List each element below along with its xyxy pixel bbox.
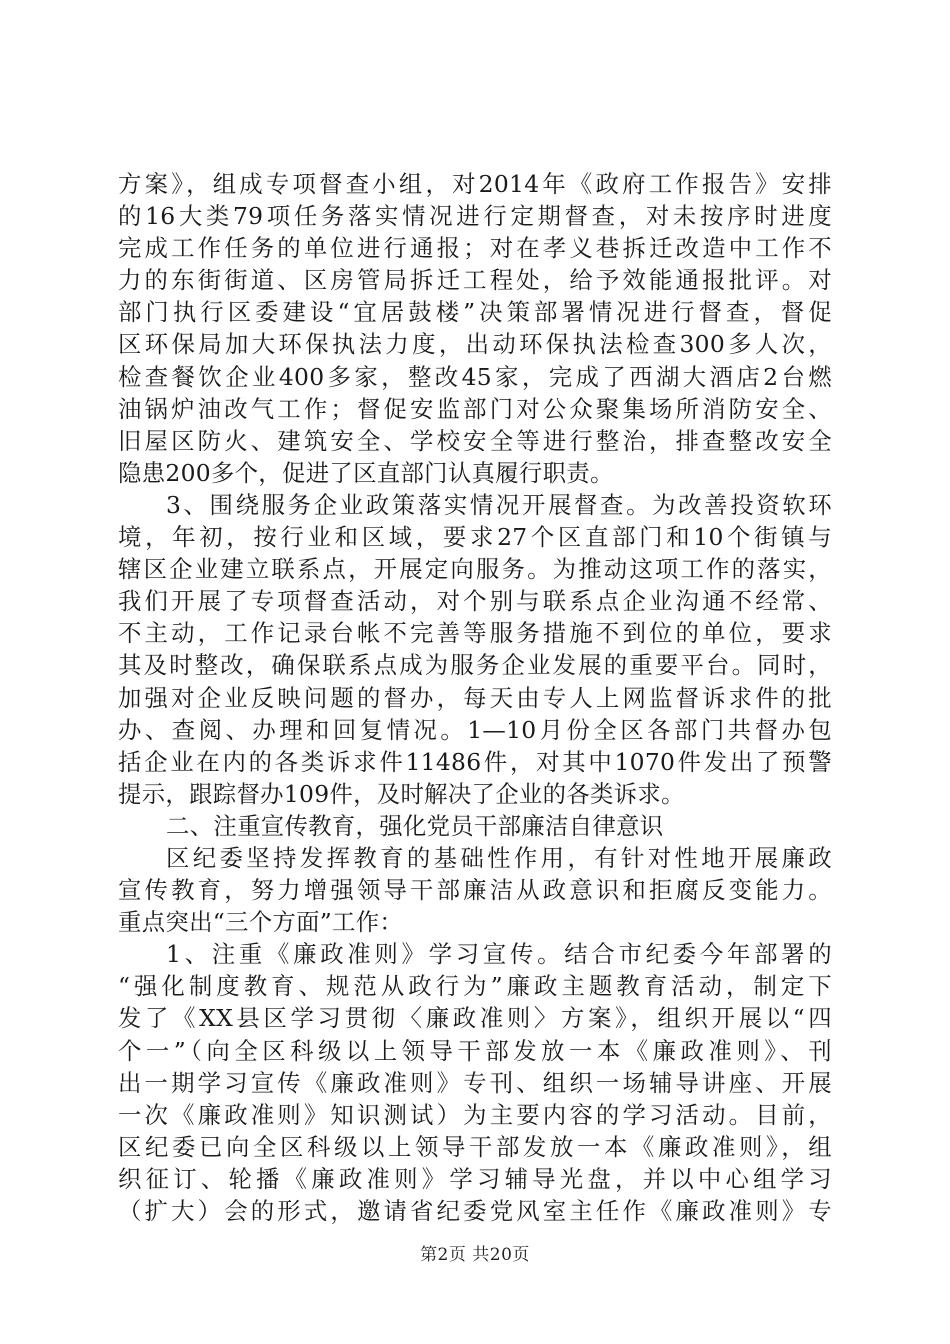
text-line: 一次《廉政准则》知识测试）为主要内容的学习活动。目前， — [118, 1100, 832, 1129]
text-line: 部门执行区委建设“宜居鼓楼”决策部署情况进行督查，督促 — [118, 298, 832, 327]
text-line: 区纪委已向全区科级以上领导干部发放一本《廉政准则》，组 — [118, 1132, 832, 1161]
text-line: 完成工作任务的单位进行通报；对在孝义巷拆迁改造中工作不 — [118, 234, 832, 263]
text-line: 宣传教育，努力增强领导干部廉洁从政意识和拒腐反变能力。 — [118, 876, 832, 905]
text-line: 检查餐饮企业400多家，整改45家，完成了西湖大酒店2台燃 — [118, 362, 832, 391]
page-number-footer: 第2页 共20页 — [420, 1245, 530, 1265]
text-line: 发了《XX县区学习贯彻〈廉政准则〉方案》，组织开展以“四 — [118, 1004, 832, 1033]
paragraph-start-line: 3、围绕服务企业政策落实情况开展督查。为改善投资软环 — [166, 490, 832, 519]
text-line: 隐患200多个，促进了区直部门认真履行职责。 — [118, 458, 614, 487]
text-line: 重点突出“三个方面”工作： — [118, 908, 404, 937]
text-line: 其及时整改，确保联系点成为服务企业发展的重要平台。同时， — [118, 651, 832, 680]
text-line: 区环保局加大环保执法力度，出动环保执法检查300多人次， — [118, 330, 832, 359]
text-line: 境，年初，按行业和区域，要求27个区直部门和10个街镇与 — [118, 523, 832, 552]
text-line: 的16大类79项任务落实情况进行定期督查，对未按序时进度 — [118, 202, 832, 231]
paragraph-start-line: 1、注重《廉政准则》学习宣传。结合市纪委今年部署的 — [166, 940, 832, 969]
text-line: “强化制度教育、规范从政行为”廉政主题教育活动，制定下 — [118, 972, 832, 1001]
text-line: 出一期学习宣传《廉政准则》专刊、组织一场辅导讲座、开展 — [118, 1068, 832, 1097]
paragraph-start-line: 区纪委坚持发挥教育的基础性作用，有针对性地开展廉政 — [166, 843, 832, 872]
text-line: 旧屋区防火、建筑安全、学校安全等进行整治，排查整改安全 — [118, 426, 832, 455]
text-line: （扩大）会的形式，邀请省纪委党风室主任作《廉政准则》专 — [118, 1197, 832, 1225]
text-line: 辖区企业建立联系点，开展定向服务。为推动这项工作的落实， — [118, 555, 832, 584]
text-line: 织征订、轮播《廉政准则》学习辅导光盘，并以中心组学习 — [118, 1164, 832, 1193]
document-body — [118, 168, 832, 1227]
section-heading: 二、注重宣传教育，强化党员干部廉洁自律意识 — [166, 811, 664, 840]
text-line: 提示，跟踪督办109件，及时解决了企业的各类诉求。 — [118, 779, 685, 808]
text-line: 办、查阅、办理和回复情况。1—10月份全区各部门共督办包 — [118, 715, 832, 744]
text-line: 油锅炉油改气工作；督促安监部门对公众聚集场所消防安全、 — [118, 394, 832, 423]
text-line: 个一”（向全区科级以上领导干部发放一本《廉政准则》、刊 — [118, 1036, 832, 1065]
text-line: 力的东街街道、区房管局拆迁工程处，给予效能通报批评。对 — [118, 266, 832, 295]
text-line: 方案》，组成专项督查小组，对2014年《政府工作报告》安排 — [118, 170, 832, 198]
text-line: 不主动，工作记录台帐不完善等服务措施不到位的单位，要求 — [118, 619, 832, 648]
text-line: 括企业在内的各类诉求件11486件，对其中1070件发出了预警 — [118, 747, 832, 776]
text-line: 加强对企业反映问题的督办，每天由专人上网监督诉求件的批 — [118, 683, 832, 712]
text-line: 我们开展了专项督查活动，对个别与联系点企业沟通不经常、 — [118, 587, 832, 616]
